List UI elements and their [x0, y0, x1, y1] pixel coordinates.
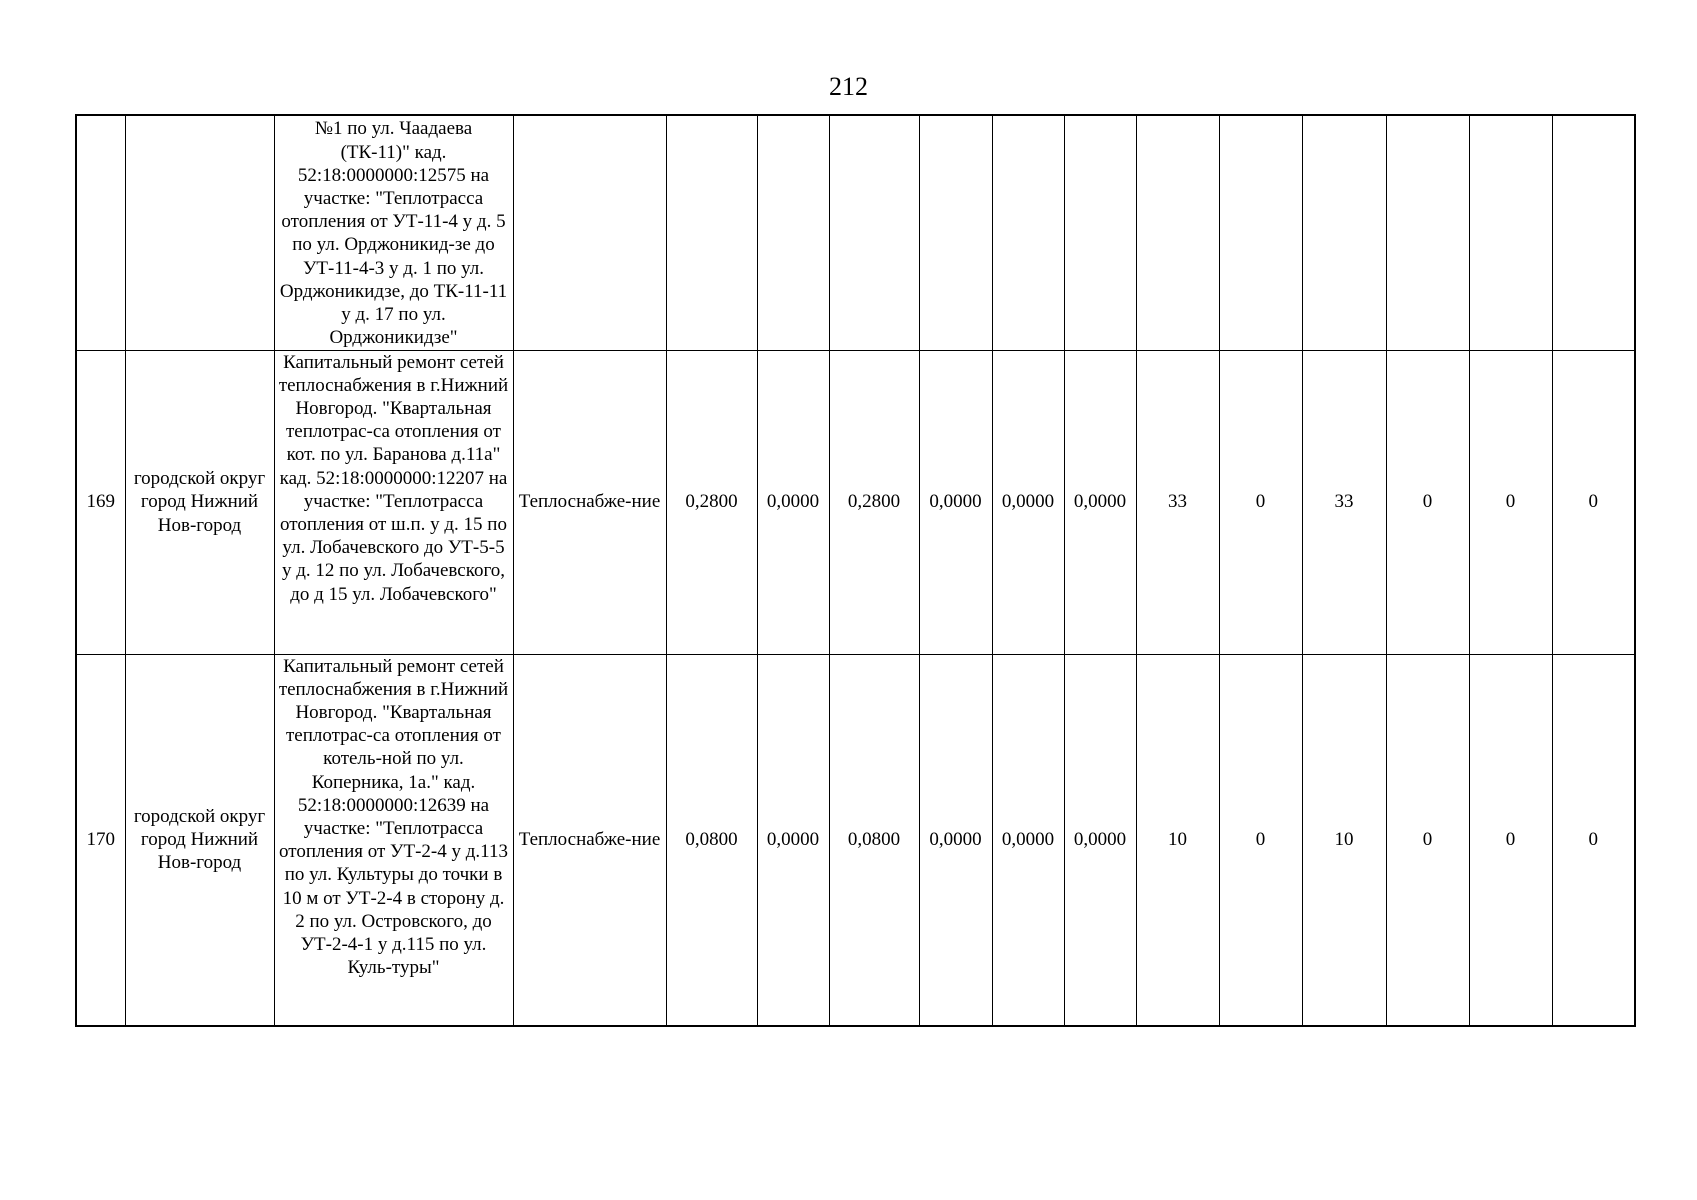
- value-cell: [666, 115, 757, 350]
- value-cell: 0: [1219, 350, 1302, 654]
- value-cell: [919, 115, 992, 350]
- municipality-cell: [125, 115, 274, 350]
- value-cell: [829, 115, 919, 350]
- value-cell: 10: [1136, 654, 1219, 1026]
- row-number: 169: [76, 350, 125, 654]
- sphere-cell: Теплоснабже-ние: [513, 350, 666, 654]
- value-cell: [757, 115, 829, 350]
- value-cell: 0,0000: [1064, 350, 1136, 654]
- value-cell: [1219, 115, 1302, 350]
- value-cell: 0: [1386, 350, 1469, 654]
- capital-repair-table: [75, 114, 1636, 1027]
- value-cell: 0: [1552, 654, 1635, 1026]
- municipality-cell: городской округ город Нижний Нов-город: [125, 654, 274, 1026]
- value-cell: [1552, 115, 1635, 350]
- value-cell: 0,0000: [992, 350, 1064, 654]
- value-cell: 33: [1136, 350, 1219, 654]
- value-cell: [1136, 115, 1219, 350]
- value-cell: [1386, 115, 1469, 350]
- value-cell: 0: [1552, 350, 1635, 654]
- description-cell: Капитальный ремонт сетей теплоснабжения в г.Нижний Новгород. "Квартальная теплотрас-са отопления от кот. по ул. Баранова д.11а" кад. 52:18:0000000:12207 на участке: "Теплотрасса отопления от ш.п. у д. 15 по ул. Лобачевского до УТ-5-5 у д. 12 по ул. Лобачевского, до д 15 ул. Лобачевского": [274, 350, 513, 654]
- row-number: 170: [76, 654, 125, 1026]
- value-cell: 0,0800: [666, 654, 757, 1026]
- value-cell: 0,0000: [757, 350, 829, 654]
- table-row: [76, 350, 1635, 654]
- value-cell: 0,0000: [919, 350, 992, 654]
- municipality-cell: городской округ город Нижний Нов-город: [125, 350, 274, 654]
- value-cell: 0: [1219, 654, 1302, 1026]
- sphere-cell: [513, 115, 666, 350]
- value-cell: 0: [1469, 350, 1552, 654]
- value-cell: 0,2800: [666, 350, 757, 654]
- value-cell: 0,0000: [919, 654, 992, 1026]
- value-cell: 0: [1469, 654, 1552, 1026]
- description-cell: Капитальный ремонт сетей теплоснабжения в г.Нижний Новгород. "Квартальная теплотрас-са отопления от котель-ной по ул. Коперника, 1а." кад. 52:18:0000000:12639 на участке: "Теплотрасса отопления от УТ-2-4 у д.113 по ул. Культуры до точки в 10 м от УТ-2-4 в сторону д. 2 по ул. Островского, до УТ-2-4-1 у д.115 по ул. Куль-туры": [274, 654, 513, 1026]
- description-cell: №1 по ул. Чаадаева (ТК-11)" кад. 52:18:0000000:12575 на участке: "Теплотрасса отопления от УТ-11-4 у д. 5 по ул. Орджоникид-зе до УТ-11-4-3 у д. 1 по ул. Орджоникидзе, до ТК-11-11 у д. 17 по ул. Орджоникидзе": [274, 115, 513, 350]
- table-row: [76, 115, 1635, 350]
- value-cell: 33: [1302, 350, 1386, 654]
- value-cell: 0,0000: [992, 654, 1064, 1026]
- sphere-cell: Теплоснабже-ние: [513, 654, 666, 1026]
- value-cell: 0,2800: [829, 350, 919, 654]
- value-cell: [1064, 115, 1136, 350]
- row-number: [76, 115, 125, 350]
- page-number: 212: [829, 72, 868, 101]
- value-cell: 10: [1302, 654, 1386, 1026]
- value-cell: 0,0000: [757, 654, 829, 1026]
- value-cell: [1469, 115, 1552, 350]
- value-cell: 0,0800: [829, 654, 919, 1026]
- value-cell: 0: [1386, 654, 1469, 1026]
- value-cell: [992, 115, 1064, 350]
- value-cell: [1302, 115, 1386, 350]
- table-row: [76, 654, 1635, 1026]
- value-cell: 0,0000: [1064, 654, 1136, 1026]
